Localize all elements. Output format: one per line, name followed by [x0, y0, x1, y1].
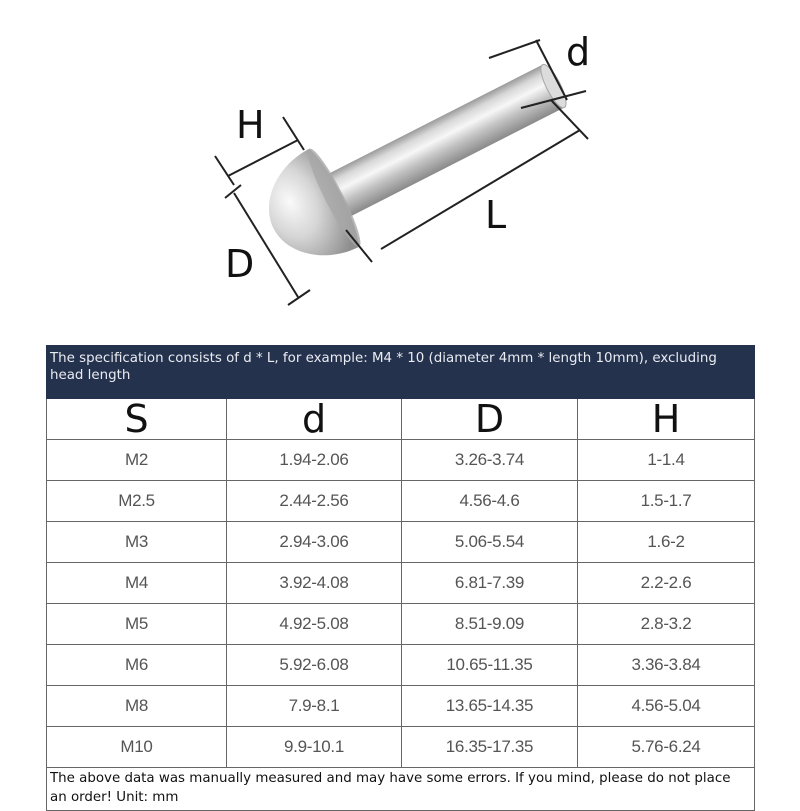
cell-H: 1.6-2	[578, 522, 755, 563]
cell-size: M10	[47, 727, 227, 768]
cell-H: 1.5-1.7	[578, 481, 755, 522]
cell-d: 2.94-3.06	[227, 522, 402, 563]
table-row	[47, 440, 755, 481]
cell-D: 16.35-17.35	[402, 727, 578, 768]
cell-H: 4.56-5.04	[578, 686, 755, 727]
cell-size: M2	[47, 440, 227, 481]
cell-D: 13.65-14.35	[402, 686, 578, 727]
header-H: H	[578, 399, 755, 440]
cell-d: 2.44-2.56	[227, 481, 402, 522]
cell-D: 3.26-3.74	[402, 440, 578, 481]
label-H: H	[236, 103, 265, 147]
cell-D: 10.65-11.35	[402, 645, 578, 686]
cell-d: 5.92-6.08	[227, 645, 402, 686]
table-row	[47, 604, 755, 645]
cell-d: 3.92-4.08	[227, 563, 402, 604]
cell-size: M3	[47, 522, 227, 563]
table-row	[47, 481, 755, 522]
cell-D: 6.81-7.39	[402, 563, 578, 604]
disclaimer-note: The above data was manually measured and may have some errors. If you mind, please do not place an order! Unit: mm	[47, 768, 755, 811]
label-D: D	[225, 242, 255, 286]
cell-size: M8	[47, 686, 227, 727]
table-row	[47, 522, 755, 563]
cell-d: 9.9-10.1	[227, 727, 402, 768]
table-row	[47, 727, 755, 768]
rivet-image	[249, 34, 585, 278]
cell-H: 3.36-3.84	[578, 645, 755, 686]
cell-size: M6	[47, 645, 227, 686]
spec-table	[46, 345, 755, 811]
cell-d: 7.9-8.1	[227, 686, 402, 727]
label-d: d	[566, 30, 591, 74]
cell-H: 5.76-6.24	[578, 727, 755, 768]
cell-H: 2.8-3.2	[578, 604, 755, 645]
rivet-dimension-diagram	[0, 0, 800, 345]
table-header-row	[47, 399, 755, 440]
cell-size: M4	[47, 563, 227, 604]
spec-banner: The specification consists of d * L, for example: M4 * 10 (diameter 4mm * length 10mm), excluding head length	[47, 346, 755, 399]
cell-size: M2.5	[47, 481, 227, 522]
cell-H: 1-1.4	[578, 440, 755, 481]
cell-size: M5	[47, 604, 227, 645]
cell-d: 1.94-2.06	[227, 440, 402, 481]
cell-D: 4.56-4.6	[402, 481, 578, 522]
header-D: D	[402, 399, 578, 440]
label-L: L	[485, 193, 507, 237]
cell-D: 5.06-5.54	[402, 522, 578, 563]
table-row	[47, 563, 755, 604]
cell-H: 2.2-2.6	[578, 563, 755, 604]
cell-d: 4.92-5.08	[227, 604, 402, 645]
table-row	[47, 686, 755, 727]
table-row	[47, 645, 755, 686]
cell-D: 8.51-9.09	[402, 604, 578, 645]
rivet-shaft	[309, 65, 564, 227]
header-d: d	[227, 399, 402, 440]
header-S: S	[47, 399, 227, 440]
